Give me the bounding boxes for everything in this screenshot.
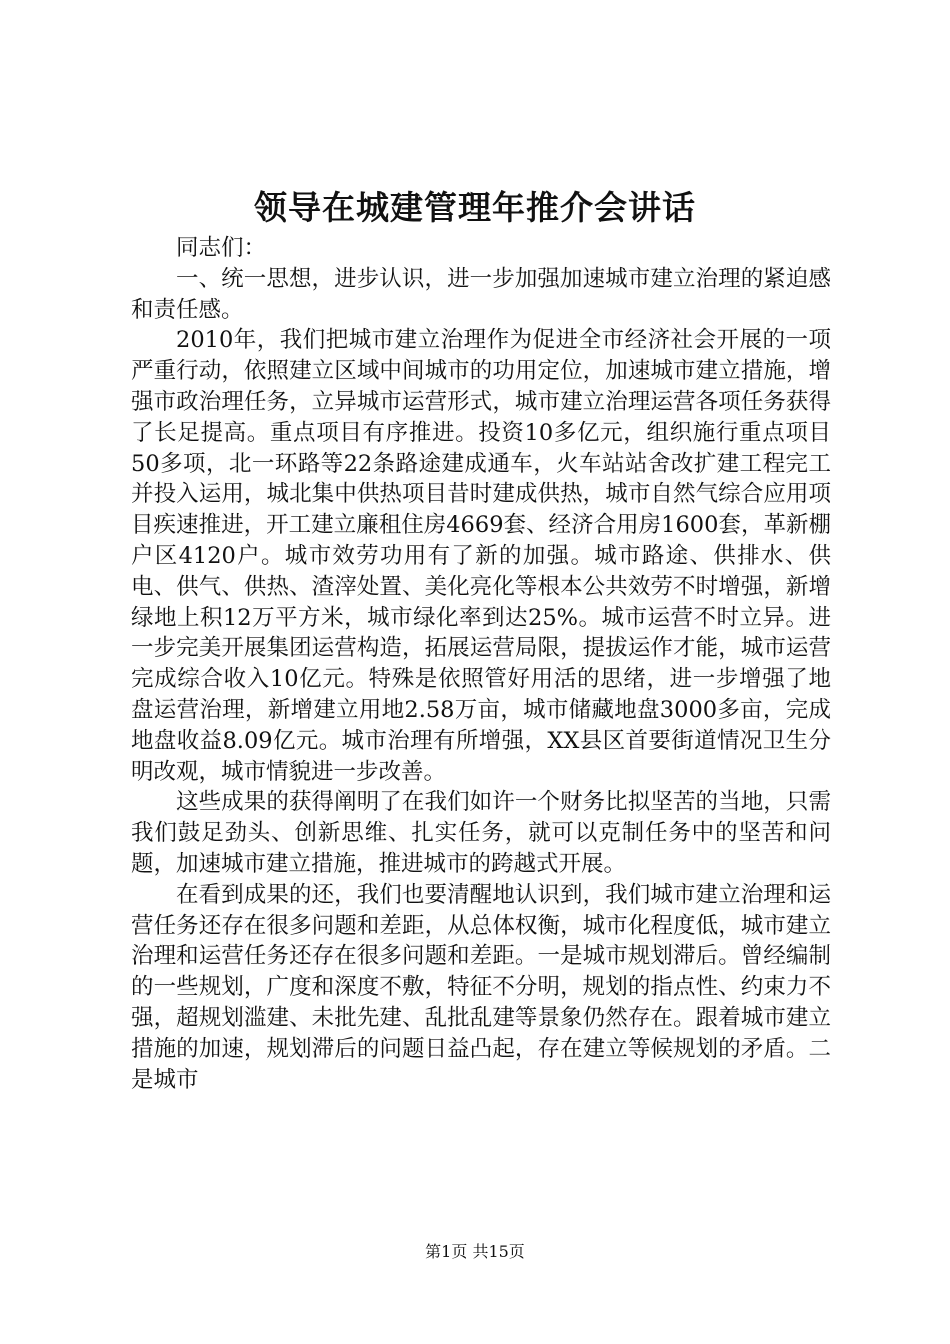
- paragraph-achievements: 2010年，我们把城市建立治理作为促进全市经济社会开展的一项严重行动，依照建立区域中间城市的功用定位，加速城市建立措施，增强市政治理任务，立异城市运营形式，城市建立治理运营各项任务获得了长足提高。重点项目有序推进。投资10多亿元，组织施行重点项目50多项，北一环路等22条路途建成通车，火车站站舍改扩建工程完工并投入运用，城北集中供热项目昔时建成供热，城市自然气综合应用项目疾速推进，开工建立廉租住房4669套、经济合用房1600套，革新棚户区4120户。城市效劳功用有了新的加强。城市路途、供排水、供电、供气、供热、渣滓处置、美化亮化等根本公共效劳不时增强，新增绿地上积12万平方米，城市绿化率到达25%。城市运营不时立异。进一步完美开展集团运营构造，拓展运营局限，提拔运作才能，城市运营完成综合收入10亿元。特殊是依照管好用活的思绪，进一步增强了地盘运营治理，新增建立用地2.58万亩，城市储藏地盘3000多亩，完成地盘收益8.09亿元。城市治理有所增强，XX县区首要街道情况卫生分明改观，城市情貌进一步改善。: [131, 327, 831, 785]
- paragraph-salutation: 同志们：: [176, 235, 267, 261]
- paragraph-section-heading: 一、统一思想，进步认识，进一步加强加速城市建立治理的紧迫感和责任感。: [131, 265, 831, 323]
- paragraph-summary: 这些成果的获得阐明了在我们如许一个财务比拟坚苦的当地，只需我们鼓足劲头、创新思维、扎实任务，就可以克制任务中的坚苦和问题，加速城市建立措施，推进城市的跨越式开展。: [131, 789, 831, 877]
- document-title: 领导在城建管理年推介会讲话: [254, 188, 696, 227]
- page-number-footer: 第1页 共15页: [425, 1242, 525, 1261]
- paragraph-problems: 在看到成果的还，我们也要清醒地认识到，我们城市建立治理和运营任务还存在很多问题和差距，从总体权衡，城市化程度低，城市建立治理和运营任务还存在很多问题和差距。一是城市规划滞后。曾经编制的一些规划，广度和深度不敷，特征不分明，规划的指点性、约束力不强，超规划滥建、未批先建、乱批乱建等景象仍然存在。跟着城市建立措施的加速，规划滞后的问题日益凸起，存在建立等候规划的矛盾。二是城市: [131, 881, 831, 1093]
- document-body: [131, 233, 831, 1095]
